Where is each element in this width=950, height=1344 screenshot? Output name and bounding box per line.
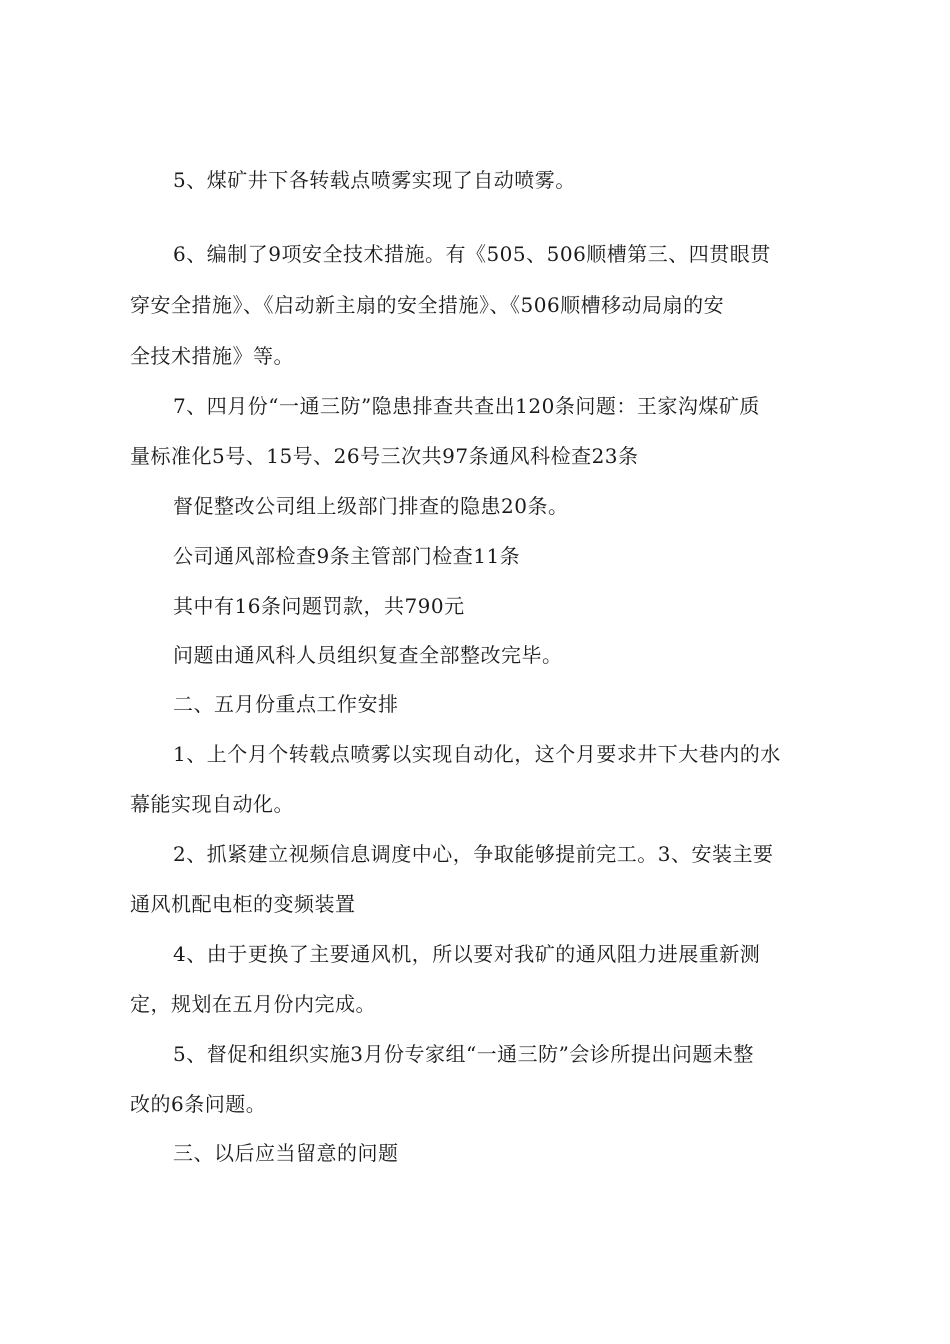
paragraph-line: 穿安全措施》、《启动新主扇的安全措施》、《506顺槽移动局扇的安 — [130, 293, 725, 317]
paragraph-line: 5、煤矿井下各转载点喷雾实现了自动喷雾。 — [173, 168, 576, 192]
paragraph-line: 定，规划在五月份内完成。 — [130, 992, 376, 1016]
paragraph-line: 量标准化5号、15号、26号三次共97条通风科检查23条 — [130, 444, 639, 468]
paragraph-line: 通风机配电柜的变频装置 — [130, 892, 356, 916]
paragraph-line: 督促整改公司组上级部门排查的隐患20条。 — [173, 494, 569, 518]
paragraph-line: 幕能实现自动化。 — [130, 792, 294, 816]
paragraph-line: 改的6条问题。 — [130, 1092, 267, 1116]
paragraph-line: 其中有16条问题罚款，共790元 — [173, 594, 465, 618]
paragraph-line: 问题由通风科人员组织复查全部整改完毕。 — [173, 643, 563, 667]
paragraph-line: 公司通风部检查9条主管部门检查11条 — [173, 544, 521, 568]
paragraph-line: 6、编制了9项安全技术措施。有《505、506顺槽第三、四贯眼贯 — [173, 242, 771, 266]
paragraph-line: 全技术措施》等。 — [130, 344, 294, 368]
section-heading: 二、五月份重点工作安排 — [173, 692, 399, 716]
paragraph-line: 5、督促和组织实施3月份专家组“一通三防”会诊所提出问题未整 — [173, 1042, 754, 1066]
paragraph-line: 2、抓紧建立视频信息调度中心，争取能够提前完工。3、安装主要 — [173, 842, 774, 866]
paragraph-line: 1、上个月个转载点喷雾以实现自动化，这个月要求井下大巷内的水 — [173, 742, 781, 766]
paragraph-line: 4、由于更换了主要通风机，所以要对我矿的通风阻力进展重新测 — [173, 942, 761, 966]
paragraph-line: 7、四月份“一通三防”隐患排查共查出120条问题：王家沟煤矿质 — [173, 394, 760, 418]
section-heading: 三、以后应当留意的问题 — [173, 1141, 399, 1165]
